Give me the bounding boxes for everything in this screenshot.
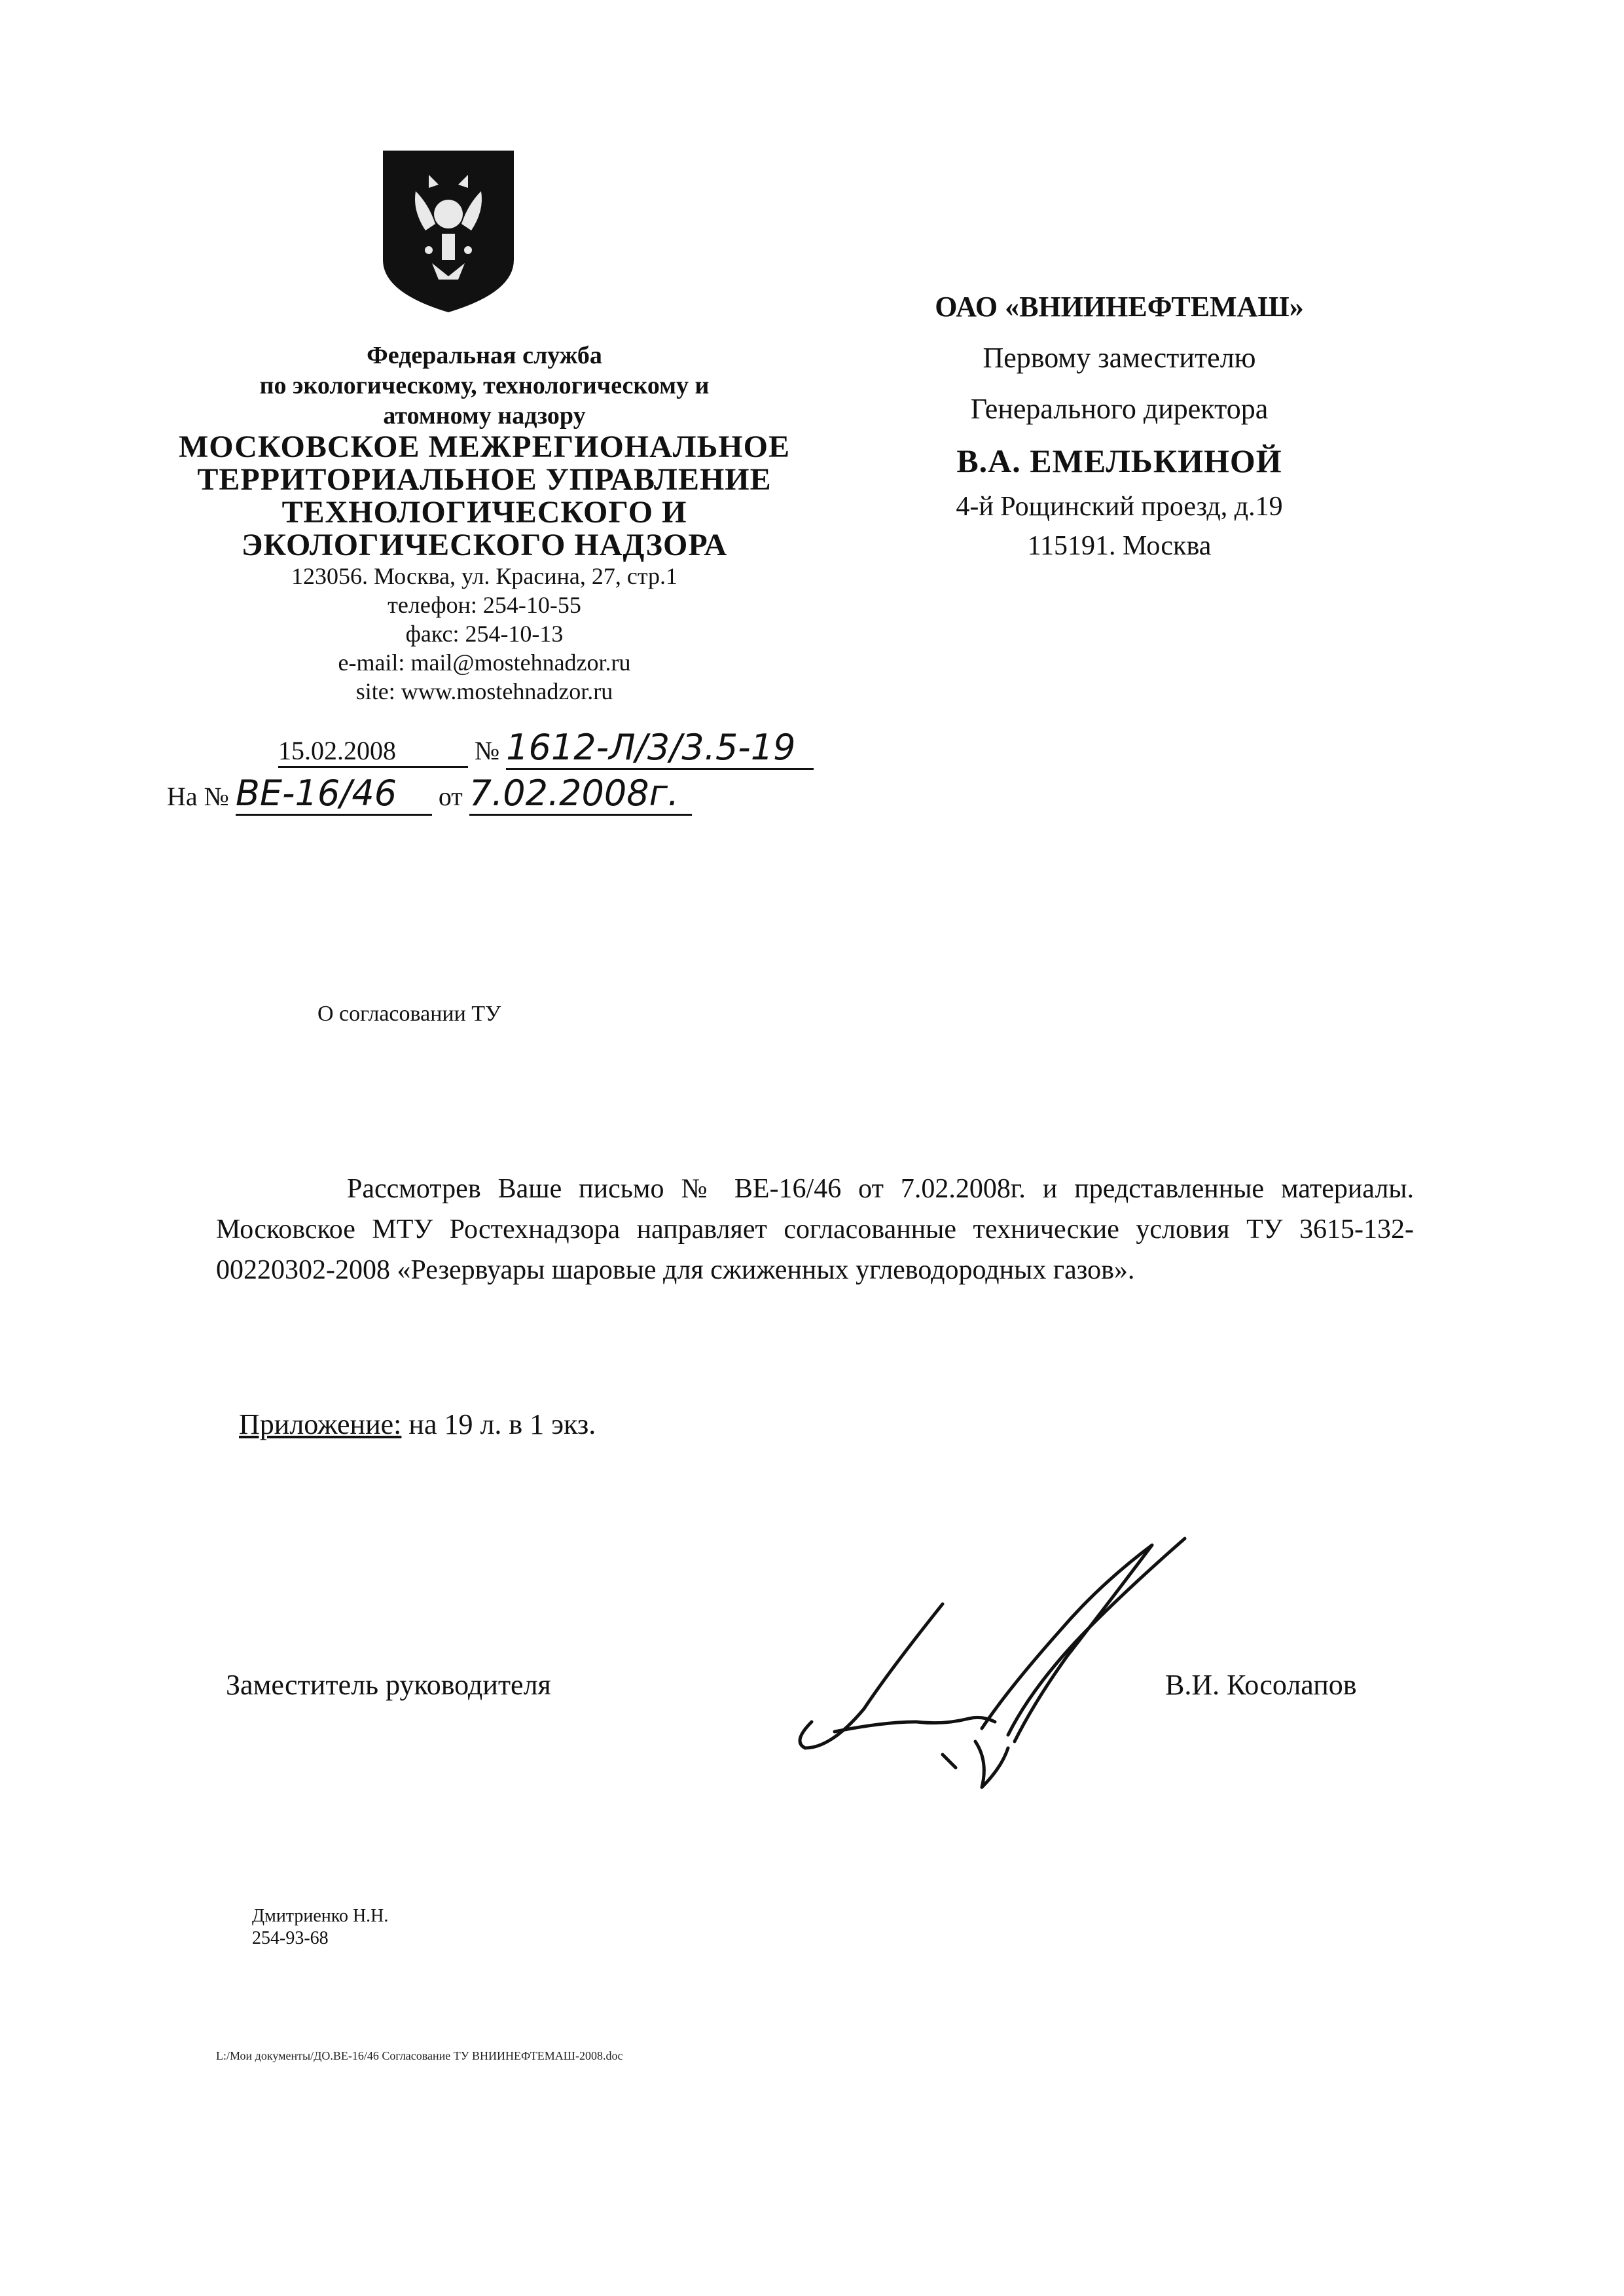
- executor-phone: 254-93-68: [252, 1928, 329, 1948]
- coat-of-arms-emblem: [376, 145, 520, 317]
- service-line: Федеральная служба: [367, 342, 602, 369]
- reference-date: 7.02.2008г.: [469, 773, 692, 816]
- registration-number: 1612-Л/3/3.5-19: [506, 727, 814, 770]
- sender-phone: телефон: 254-10-55: [388, 592, 581, 618]
- file-path-footer: L:/Мои документы/ДО.ВЕ-16/46 Согласование ТУ ВНИИНЕФТЕМАШ-2008.doc: [216, 2049, 623, 2062]
- service-line: атомному надзору: [383, 402, 586, 429]
- department-line: ТЕХНОЛОГИЧЕСКОГО И: [281, 495, 687, 530]
- attachment-text: на 19 л. в 1 экз.: [401, 1408, 596, 1440]
- registration-line: [278, 727, 814, 770]
- registration-date: 15.02.2008: [278, 735, 468, 768]
- sender-email: e-mail: mail@mostehnadzor.ru: [338, 649, 631, 676]
- sender-block: [131, 340, 838, 706]
- recipient-name: В.А. ЕМЕЛЬКИНОЙ: [956, 443, 1282, 479]
- attachment-label: Приложение:: [239, 1408, 402, 1440]
- reference-line: [167, 773, 692, 816]
- department-line: МОСКОВСКОЕ МЕЖРЕГИОНАЛЬНОЕ: [179, 429, 790, 464]
- letter-subject: О согласовании ТУ: [317, 1002, 501, 1026]
- sender-address: 123056. Москва, ул. Красина, 27, стр.1: [291, 563, 677, 589]
- signatory-role: Заместитель руководителя: [226, 1669, 551, 1701]
- reference-number: ВЕ-16/46: [236, 773, 432, 816]
- recipient-position: Генерального директора: [970, 393, 1269, 425]
- sender-fax: факс: 254-10-13: [405, 621, 564, 647]
- number-label: №: [475, 736, 500, 765]
- letter-body: Рассмотрев Ваше письмо № ВЕ-16/46 от 7.02.2008г. и представленные материалы. Московское МТУ Ростехнадзора направляет согласованные технические условия ТУ 3615-132-00220302-2008 «Резервуары шаровые для сжиженных углеводородных газов».: [216, 1174, 1414, 1285]
- reference-date-label: от: [438, 782, 463, 811]
- executor-block: [252, 1905, 388, 1950]
- signatory-name: В.И. Косолапов: [1165, 1669, 1357, 1701]
- service-line: по экологическому, технологическому и: [259, 372, 710, 399]
- sender-site: site: www.mostehnadzor.ru: [355, 678, 613, 704]
- executor-name: Дмитриенко Н.Н.: [252, 1906, 389, 1926]
- recipient-position: Первому заместителю: [983, 342, 1256, 374]
- recipient-block: [864, 282, 1375, 566]
- department-line: ТЕРРИТОРИАЛЬНОЕ УПРАВЛЕНИЕ: [197, 462, 772, 497]
- recipient-org: ОАО «ВНИИНЕФТЕМАШ»: [935, 291, 1304, 323]
- recipient-address: 4-й Рощинский проезд, д.19: [956, 492, 1283, 522]
- attachment-line: [239, 1408, 596, 1441]
- recipient-address: 115191. Москва: [1027, 531, 1212, 561]
- department-line: ЭКОЛОГИЧЕСКОГО НАДЗОРА: [241, 528, 728, 562]
- reference-label: На №: [167, 782, 229, 811]
